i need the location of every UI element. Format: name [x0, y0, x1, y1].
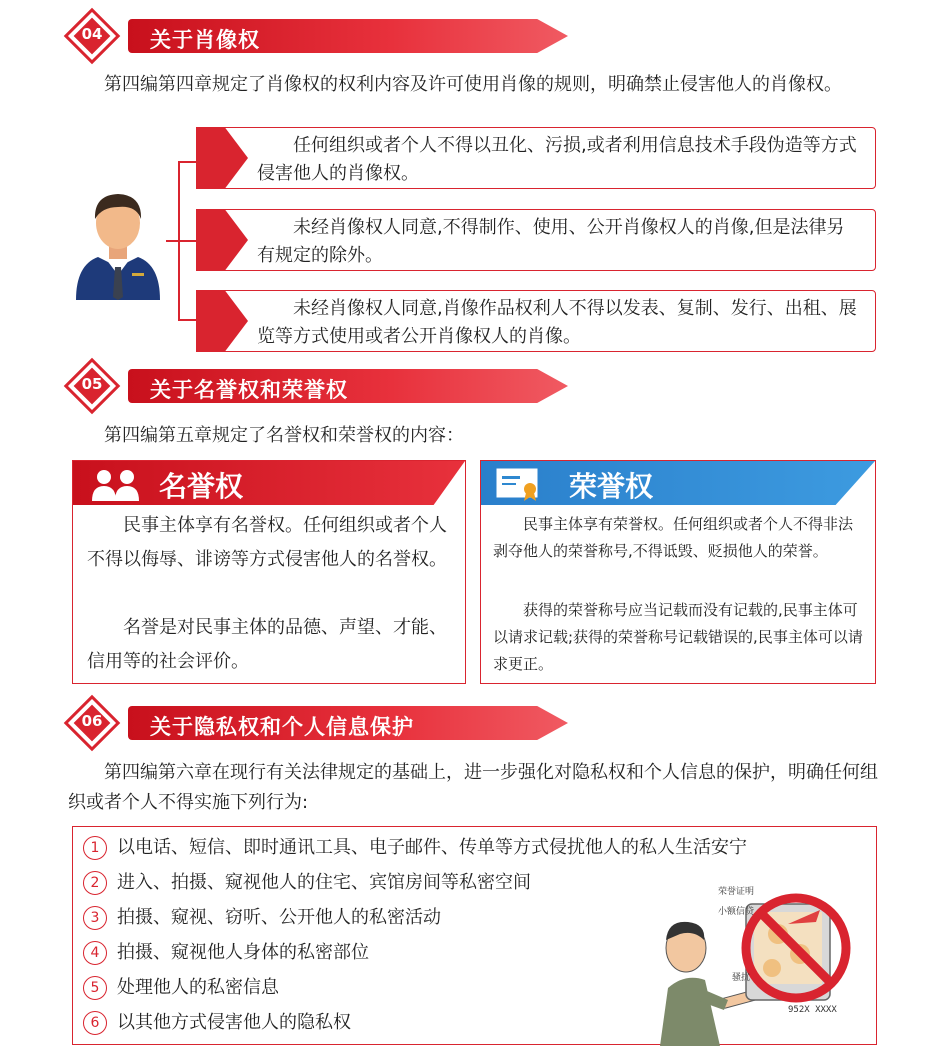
card-paragraph: 民事主体享有荣誉权。任何组织或者个人不得非法剥夺他人的荣誉称号,不得诋毁、贬损他人的荣誉。: [493, 515, 854, 560]
honor-card: [480, 460, 876, 684]
arrow-tab-icon: [196, 209, 248, 271]
people-icon: [89, 467, 143, 501]
item-number: 1: [83, 836, 107, 860]
rule-text: 未经肖像权人同意,肖像作品权利人不得以发表、复制、发行、出租、展览等方式使用或者公开肖像权人的肖像。: [257, 298, 857, 347]
item-number: 2: [83, 871, 107, 895]
item-number: 6: [83, 1011, 107, 1035]
card-title: 荣誉权: [569, 470, 654, 503]
section-number: 06: [81, 712, 103, 730]
section-title: 关于隐私权和个人信息保护: [150, 715, 414, 739]
item-text: 拍摄、窥视他人身体的私密部位: [117, 942, 369, 963]
item-number: 5: [83, 976, 107, 1000]
card-paragraph: 名誉是对民事主体的品德、声望、才能、信用等的社会评价。: [87, 617, 447, 672]
section-number: 05: [81, 375, 103, 393]
item-number: 4: [83, 941, 107, 965]
list-item: [83, 833, 747, 863]
section-header-04: [68, 13, 588, 59]
certificate-icon: [495, 467, 545, 501]
reputation-card: [72, 460, 466, 684]
list-item: [83, 973, 279, 1003]
arrow-tab-icon: [196, 290, 248, 352]
item-text: 处理他人的私密信息: [117, 977, 279, 998]
list-item: [83, 903, 441, 933]
item-text: 以其他方式侵害他人的隐私权: [117, 1012, 351, 1033]
card-paragraph: 民事主体享有名誉权。任何组织或者个人不得以侮辱、诽谤等方式侵害他人的名誉权。: [87, 515, 447, 570]
item-text: 以电话、短信、即时通讯工具、电子邮件、传单等方式侵扰他人的私人生活安宁: [117, 837, 747, 858]
rule-text: 未经肖像权人同意,不得制作、使用、公开肖像权人的肖像,但是法律另有规定的除外。: [257, 217, 845, 266]
section-header-06: [68, 700, 588, 746]
privacy-intro: 第四编第六章在现行有关法律规定的基础上，进一步强化对隐私权和个人信息的保护，明确任何组织或者个人不得实施下列行为:: [68, 762, 878, 813]
illustration-label: 952X XXXX: [788, 1005, 837, 1015]
portrait-rule-2: [196, 209, 876, 271]
businessman-icon: [68, 185, 168, 300]
list-item: [83, 868, 531, 898]
illustration-label: 荣誉证明: [718, 887, 755, 897]
illustration-label: 骚扰: [732, 973, 751, 983]
no-harassment-illustration: [650, 868, 876, 1046]
item-number: 3: [83, 906, 107, 930]
reputation-intro: 第四编第五章规定了名誉权和荣誉权的内容：: [104, 425, 464, 446]
portrait-rule-3: [196, 290, 876, 352]
arrow-tab-icon: [196, 127, 248, 189]
section-header-05: [68, 363, 588, 409]
section-title: 关于肖像权: [150, 28, 260, 52]
item-text: 进入、拍摄、窥视他人的住宅、宾馆房间等私密空间: [117, 872, 531, 893]
list-item: [83, 1008, 351, 1038]
section-title: 关于名誉权和荣誉权: [150, 378, 348, 402]
item-text: 拍摄、窥视、窃听、公开他人的私密活动: [117, 907, 441, 928]
rule-text: 任何组织或者个人不得以丑化、污损,或者利用信息技术手段伪造等方式侵害他人的肖像权。: [257, 135, 857, 184]
list-item: [83, 938, 369, 968]
card-paragraph: 获得的荣誉称号应当记载而没有记载的,民事主体可以请求记载;获得的荣誉称号记载错误的,民事主体可以请求更正。: [493, 601, 863, 673]
portrait-rule-1: [196, 127, 876, 189]
card-title: 名誉权: [159, 470, 244, 503]
illustration-label: 小额信贷: [718, 907, 755, 917]
section-number: 04: [81, 25, 103, 43]
portrait-intro: 第四编第四章规定了肖像权的权利内容及许可使用肖像的规则，明确禁止侵害他人的肖像权。: [104, 74, 842, 95]
